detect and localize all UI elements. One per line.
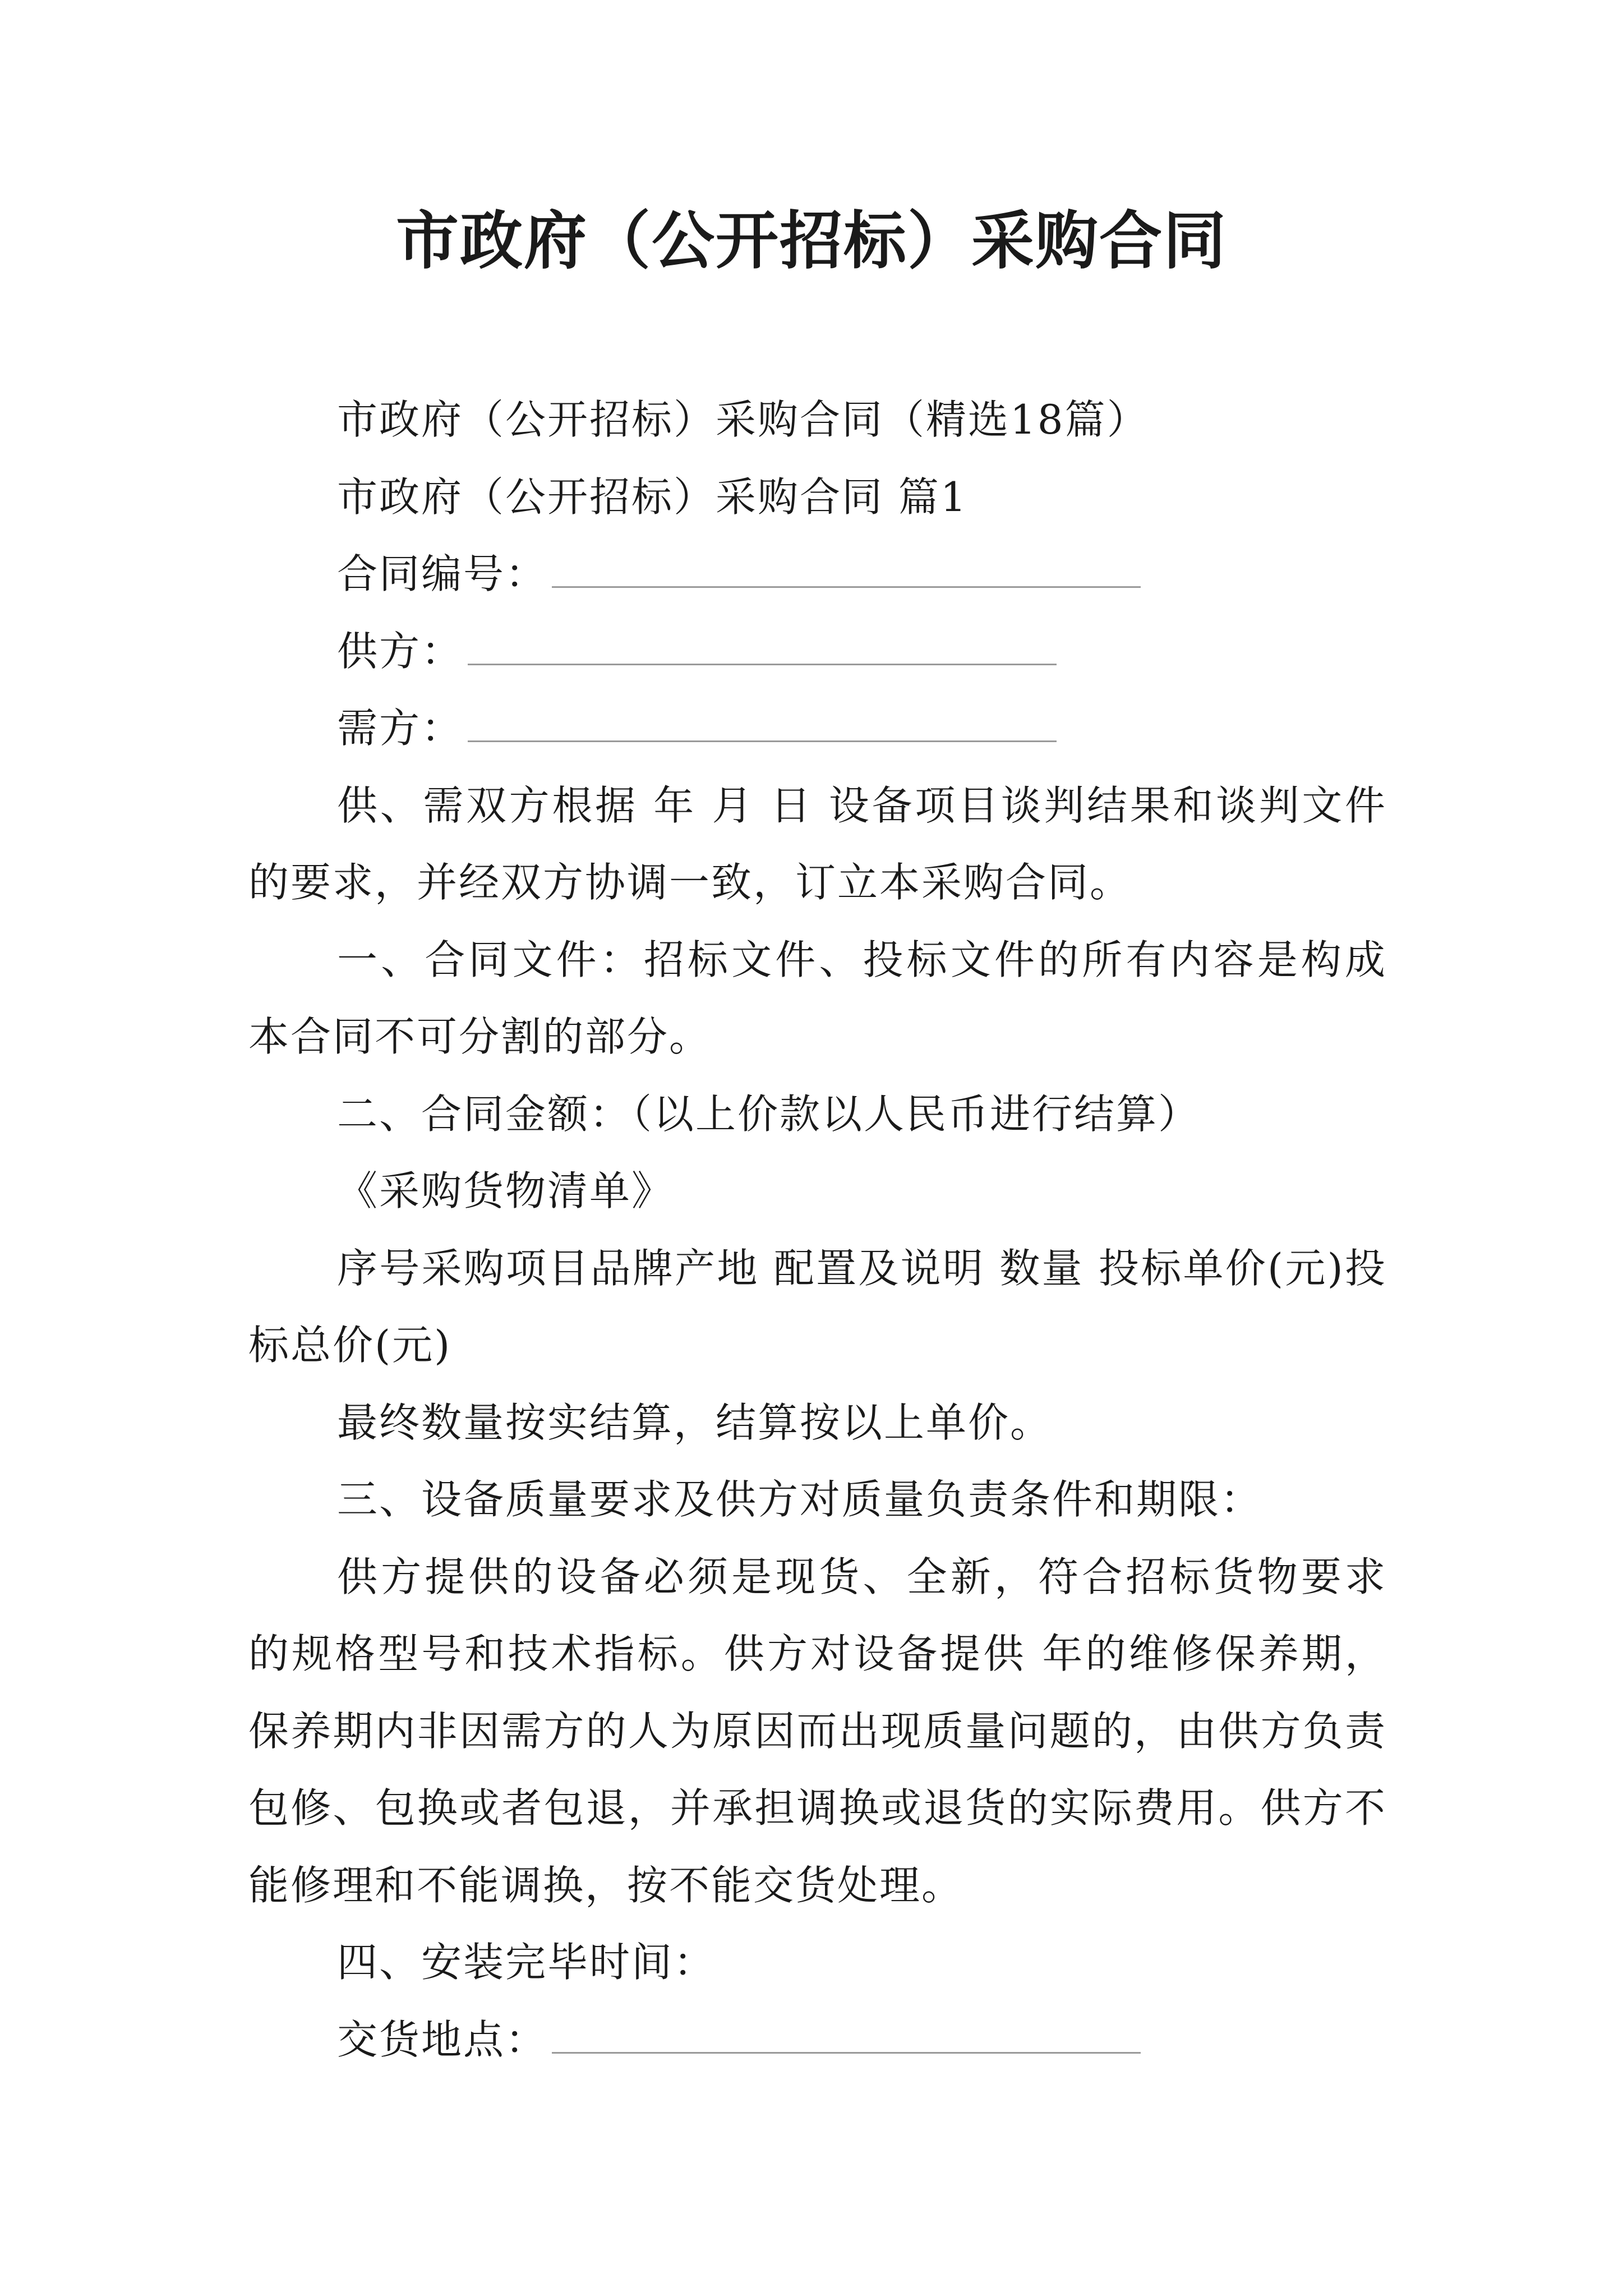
supplier-label: 供方： (337, 627, 464, 675)
document-body (248, 381, 1387, 2078)
paragraph-goods-list-title: 《采购货物清单》 (337, 1167, 674, 1214)
delivery-location-blank (552, 2018, 1141, 2054)
paragraph-contract-amount: 二、合同金额：（以上价款以人民币进行结算） (337, 1090, 1201, 1138)
buyer-blank (468, 707, 1057, 742)
paragraph-settlement: 最终数量按实结算，结算按以上单价。 (337, 1398, 1053, 1446)
supplier-blank (468, 630, 1057, 665)
contract-number-blank (552, 553, 1141, 588)
paragraph-quality-heading: 三、设备质量要求及供方对质量负责条件和期限： (337, 1476, 1263, 1523)
field-delivery-location (248, 2001, 1387, 2079)
document-title: 市政府（公开招标）采购合同 (396, 204, 1227, 278)
buyer-label: 需方： (337, 705, 464, 752)
paragraph-installation-time: 四、安装完毕时间： (337, 1939, 716, 1986)
paragraph-goods-list-header: 序号采购项目品牌产地 配置及说明 数量 投标单价(元)投标总价(元) (248, 1244, 1387, 1369)
field-supplier (248, 613, 1387, 691)
paragraph-section-title: 市政府（公开招标）采购合同 篇1 (337, 473, 968, 521)
delivery-location-label: 交货地点： (337, 2016, 548, 2063)
paragraph-collection-title: 市政府（公开招标）采购合同（精选18篇） (337, 396, 1149, 443)
contract-number-label: 合同编号： (337, 550, 548, 597)
paragraph-contract-documents: 一、合同文件：招标文件、投标文件的所有内容是构成本合同不可分割的部分。 (248, 936, 1387, 1060)
field-contract-number (248, 536, 1387, 613)
field-buyer (248, 690, 1387, 767)
paragraph-quality-terms: 供方提供的设备必须是现货、全新，符合招标货物要求的规格型号和技术指标。供方对设备提供 年的维修保养期，保养期内非因需方的人为原因而出现质量问题的，由供方负责包修、包换或者包退，并承担调换或退货的实际费用。供方不能修理和不能调换，按不能交货处理。 (248, 1553, 1387, 1909)
paragraph-agreement: 供、需双方根据 年 月 日 设备项目谈判结果和谈判文件的要求，并经双方协调一致，订立本采购合同。 (248, 781, 1387, 906)
